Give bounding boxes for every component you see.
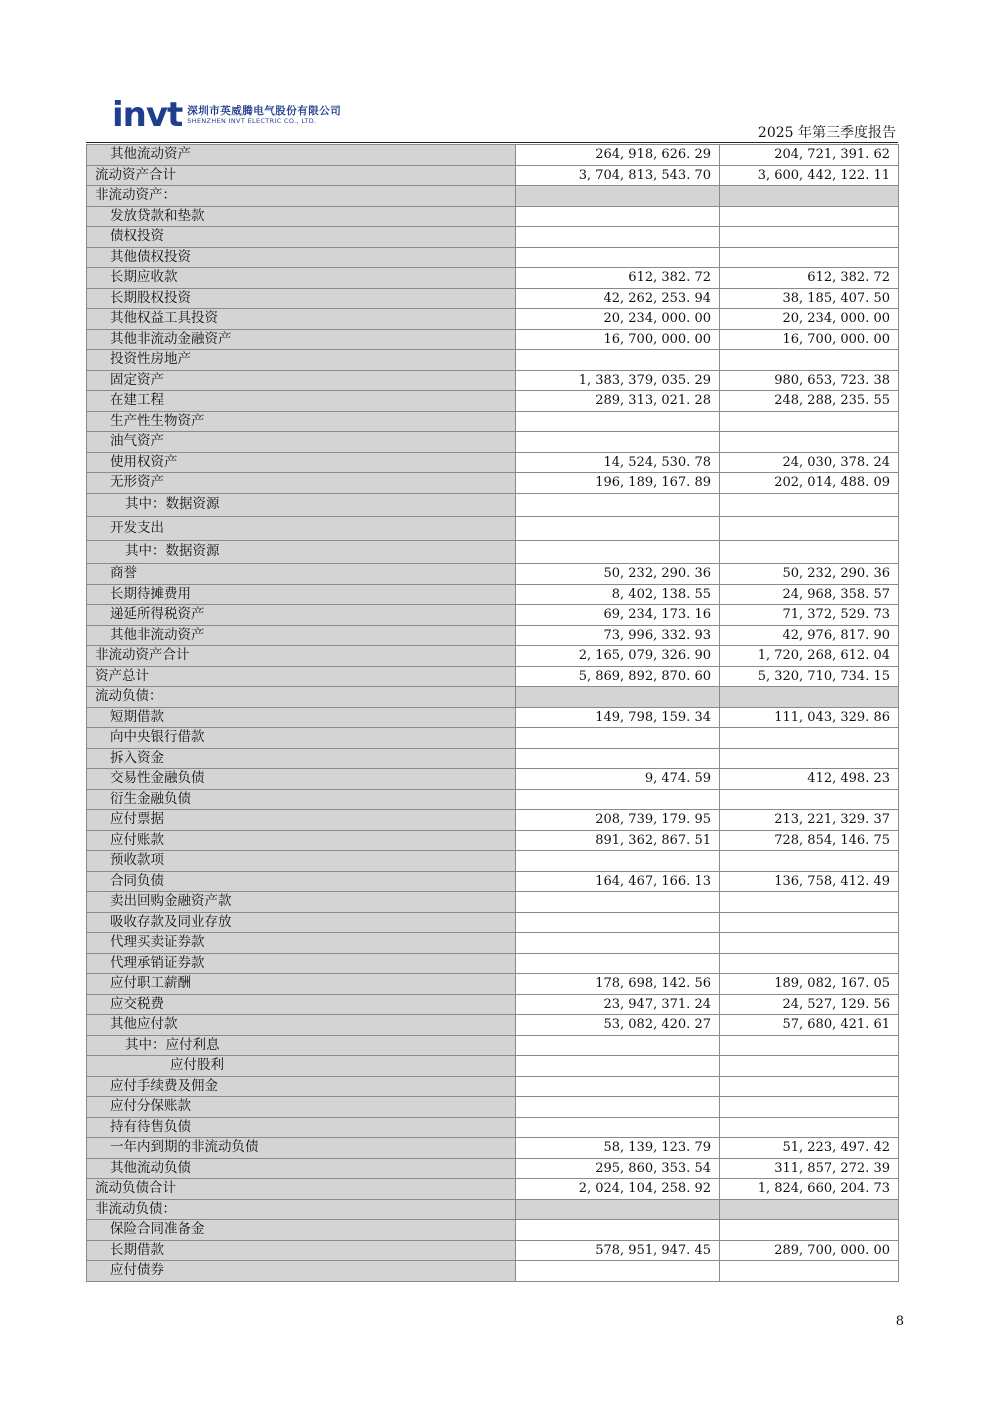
prior-period-value [720, 953, 899, 974]
row-label: 一年内到期的非流动负债 [87, 1138, 516, 1159]
current-period-value [516, 728, 720, 749]
current-period-value [516, 517, 720, 541]
prior-period-value: 213, 221, 329. 37 [720, 810, 899, 831]
row-label: 其他非流动金融资产 [87, 329, 516, 350]
prior-period-value: 728, 854, 146. 75 [720, 830, 899, 851]
table-row [87, 769, 899, 790]
table-row [87, 370, 899, 391]
current-period-value: 2, 165, 079, 326. 90 [516, 646, 720, 667]
table-row [87, 953, 899, 974]
current-period-value: 50, 232, 290. 36 [516, 564, 720, 585]
company-name-en: SHENZHEN INVT ELECTRIC CO., LTD. [187, 117, 317, 125]
row-label: 交易性金融负债 [87, 769, 516, 790]
current-period-value: 16, 700, 000. 00 [516, 329, 720, 350]
table-row [87, 268, 899, 289]
table-row [87, 452, 899, 473]
prior-period-value [720, 789, 899, 810]
current-period-value: 5, 869, 892, 870. 60 [516, 666, 720, 687]
current-period-value: 578, 951, 947. 45 [516, 1240, 720, 1261]
row-label: 非流动资产： [87, 186, 516, 207]
row-label: 代理买卖证券款 [87, 933, 516, 954]
table-row [87, 1220, 899, 1241]
table-row [87, 493, 899, 517]
table-row [87, 206, 899, 227]
row-label: 发放贷款和垫款 [87, 206, 516, 227]
table-row [87, 748, 899, 769]
current-period-value: 295, 860, 353. 54 [516, 1158, 720, 1179]
table-row [87, 186, 899, 207]
current-period-value [516, 1117, 720, 1138]
table-row [87, 1035, 899, 1056]
prior-period-value: 57, 680, 421. 61 [720, 1015, 899, 1036]
current-period-value: 149, 798, 159. 34 [516, 707, 720, 728]
prior-period-value [720, 186, 899, 207]
row-label: 吸收存款及同业存放 [87, 912, 516, 933]
prior-period-value [720, 411, 899, 432]
table-row [87, 145, 899, 166]
table-row [87, 329, 899, 350]
row-label: 衍生金融负债 [87, 789, 516, 810]
prior-period-value [720, 227, 899, 248]
row-label: 非流动资产合计 [87, 646, 516, 667]
table-row [87, 912, 899, 933]
row-label: 长期借款 [87, 1240, 516, 1261]
company-name-block [187, 105, 341, 125]
prior-period-value: 51, 223, 497. 42 [720, 1138, 899, 1159]
current-period-value: 20, 234, 000. 00 [516, 309, 720, 330]
table-row [87, 584, 899, 605]
page-number: 8 [895, 1314, 904, 1329]
row-label: 其中：数据资源 [87, 493, 516, 517]
prior-period-value: 20, 234, 000. 00 [720, 309, 899, 330]
prior-period-value [720, 517, 899, 541]
current-period-value: 891, 362, 867. 51 [516, 830, 720, 851]
prior-period-value [720, 1076, 899, 1097]
current-period-value [516, 350, 720, 371]
report-title: 2025 年第三季度报告 [757, 125, 896, 141]
current-period-value: 2, 024, 104, 258. 92 [516, 1179, 720, 1200]
table-row [87, 165, 899, 186]
prior-period-value: 189, 082, 167. 05 [720, 974, 899, 995]
table-row [87, 1179, 899, 1200]
row-label: 生产性生物资产 [87, 411, 516, 432]
table-row [87, 933, 899, 954]
row-label: 保险合同准备金 [87, 1220, 516, 1241]
prior-period-value: 5, 320, 710, 734. 15 [720, 666, 899, 687]
balance-sheet-body [87, 145, 899, 1282]
current-period-value [516, 1261, 720, 1282]
row-label: 递延所得税资产 [87, 605, 516, 626]
current-period-value [516, 1220, 720, 1241]
current-period-value [516, 227, 720, 248]
row-label: 应付职工薪酬 [87, 974, 516, 995]
table-row [87, 1015, 899, 1036]
prior-period-value [720, 493, 899, 517]
table-row [87, 605, 899, 626]
prior-period-value [720, 1035, 899, 1056]
table-row [87, 994, 899, 1015]
prior-period-value: 38, 185, 407. 50 [720, 288, 899, 309]
current-period-value [516, 748, 720, 769]
prior-period-value [720, 350, 899, 371]
current-period-value: 69, 234, 173. 16 [516, 605, 720, 626]
balance-sheet-table [86, 144, 899, 1282]
table-row [87, 892, 899, 913]
current-period-value [516, 247, 720, 268]
row-label: 商誉 [87, 564, 516, 585]
prior-period-value: 980, 653, 723. 38 [720, 370, 899, 391]
current-period-value [516, 933, 720, 954]
prior-period-value [720, 892, 899, 913]
row-label: 其中：数据资源 [87, 540, 516, 564]
row-label: 债权投资 [87, 227, 516, 248]
current-period-value: 612, 382. 72 [516, 268, 720, 289]
table-row [87, 1158, 899, 1179]
current-period-value: 23, 947, 371. 24 [516, 994, 720, 1015]
current-period-value [516, 1035, 720, 1056]
table-row [87, 391, 899, 412]
prior-period-value [720, 1097, 899, 1118]
current-period-value [516, 789, 720, 810]
prior-period-value: 42, 976, 817. 90 [720, 625, 899, 646]
current-period-value [516, 206, 720, 227]
row-label: 其他权益工具投资 [87, 309, 516, 330]
current-period-value: 178, 698, 142. 56 [516, 974, 720, 995]
row-label: 向中央银行借款 [87, 728, 516, 749]
row-label: 应付债券 [87, 1261, 516, 1282]
current-period-value [516, 540, 720, 564]
prior-period-value: 204, 721, 391. 62 [720, 145, 899, 166]
header-divider [86, 142, 898, 143]
prior-period-value: 24, 527, 129. 56 [720, 994, 899, 1015]
row-label: 长期股权投资 [87, 288, 516, 309]
table-row [87, 288, 899, 309]
row-label: 拆入资金 [87, 748, 516, 769]
row-label: 应付账款 [87, 830, 516, 851]
table-row [87, 1138, 899, 1159]
table-row [87, 1199, 899, 1220]
table-row [87, 974, 899, 995]
table-row [87, 1097, 899, 1118]
current-period-value: 58, 139, 123. 79 [516, 1138, 720, 1159]
current-period-value: 8, 402, 138. 55 [516, 584, 720, 605]
prior-period-value: 3, 600, 442, 122. 11 [720, 165, 899, 186]
prior-period-value: 412, 498. 23 [720, 769, 899, 790]
row-label: 非流动负债： [87, 1199, 516, 1220]
row-label: 长期应收款 [87, 268, 516, 289]
current-period-value [516, 892, 720, 913]
current-period-value [516, 1199, 720, 1220]
table-row [87, 227, 899, 248]
row-label: 持有待售负债 [87, 1117, 516, 1138]
table-row [87, 830, 899, 851]
table-row [87, 1261, 899, 1282]
row-label: 流动负债： [87, 687, 516, 708]
table-row [87, 728, 899, 749]
table-row [87, 666, 899, 687]
row-label: 代理承销证券款 [87, 953, 516, 974]
current-period-value [516, 851, 720, 872]
current-period-value [516, 1097, 720, 1118]
prior-period-value: 612, 382. 72 [720, 268, 899, 289]
table-row [87, 247, 899, 268]
prior-period-value [720, 728, 899, 749]
prior-period-value [720, 206, 899, 227]
table-row [87, 871, 899, 892]
row-label: 其中：应付利息 [87, 1035, 516, 1056]
table-row [87, 350, 899, 371]
table-row [87, 707, 899, 728]
prior-period-value: 16, 700, 000. 00 [720, 329, 899, 350]
table-row [87, 789, 899, 810]
current-period-value: 1, 383, 379, 035. 29 [516, 370, 720, 391]
current-period-value: 3, 704, 813, 543. 70 [516, 165, 720, 186]
prior-period-value [720, 247, 899, 268]
current-period-value: 289, 313, 021. 28 [516, 391, 720, 412]
company-name-cn: 深圳市英威腾电气股份有限公司 [187, 105, 342, 117]
row-label: 资产总计 [87, 666, 516, 687]
table-row [87, 810, 899, 831]
row-label: 流动负债合计 [87, 1179, 516, 1200]
row-label: 短期借款 [87, 707, 516, 728]
table-row [87, 851, 899, 872]
table-row [87, 646, 899, 667]
prior-period-value [720, 1056, 899, 1077]
row-label: 其他流动负债 [87, 1158, 516, 1179]
prior-period-value [720, 851, 899, 872]
current-period-value [516, 493, 720, 517]
table-row [87, 687, 899, 708]
current-period-value: 264, 918, 626. 29 [516, 145, 720, 166]
current-period-value [516, 1076, 720, 1097]
row-label: 合同负债 [87, 871, 516, 892]
current-period-value [516, 687, 720, 708]
row-label: 开发支出 [87, 517, 516, 541]
table-row [87, 540, 899, 564]
prior-period-value: 50, 232, 290. 36 [720, 564, 899, 585]
current-period-value: 73, 996, 332. 93 [516, 625, 720, 646]
prior-period-value: 311, 857, 272. 39 [720, 1158, 899, 1179]
row-label: 应付手续费及佣金 [87, 1076, 516, 1097]
prior-period-value: 24, 030, 378. 24 [720, 452, 899, 473]
table-row [87, 1056, 899, 1077]
invt-logo-icon: invt [112, 95, 183, 135]
table-row [87, 1240, 899, 1261]
company-logo [112, 95, 342, 135]
current-period-value [516, 411, 720, 432]
prior-period-value: 24, 968, 358. 57 [720, 584, 899, 605]
prior-period-value [720, 1117, 899, 1138]
prior-period-value: 111, 043, 329. 86 [720, 707, 899, 728]
prior-period-value: 248, 288, 235. 55 [720, 391, 899, 412]
row-label: 油气资产 [87, 432, 516, 453]
prior-period-value: 1, 824, 660, 204. 73 [720, 1179, 899, 1200]
prior-period-value [720, 1220, 899, 1241]
row-label: 应交税费 [87, 994, 516, 1015]
table-row [87, 432, 899, 453]
row-label: 流动资产合计 [87, 165, 516, 186]
current-period-value: 208, 739, 179. 95 [516, 810, 720, 831]
current-period-value: 42, 262, 253. 94 [516, 288, 720, 309]
current-period-value: 9, 474. 59 [516, 769, 720, 790]
row-label: 应付分保账款 [87, 1097, 516, 1118]
prior-period-value [720, 912, 899, 933]
row-label: 固定资产 [87, 370, 516, 391]
row-label: 其他非流动资产 [87, 625, 516, 646]
prior-period-value [720, 432, 899, 453]
current-period-value [516, 1056, 720, 1077]
row-label: 投资性房地产 [87, 350, 516, 371]
row-label: 其他应付款 [87, 1015, 516, 1036]
table-row [87, 411, 899, 432]
current-period-value [516, 432, 720, 453]
prior-period-value: 289, 700, 000. 00 [720, 1240, 899, 1261]
current-period-value: 14, 524, 530. 78 [516, 452, 720, 473]
current-period-value [516, 186, 720, 207]
table-row [87, 1117, 899, 1138]
prior-period-value: 136, 758, 412. 49 [720, 871, 899, 892]
table-row [87, 625, 899, 646]
prior-period-value [720, 1261, 899, 1282]
row-label: 预收款项 [87, 851, 516, 872]
row-label: 卖出回购金融资产款 [87, 892, 516, 913]
prior-period-value [720, 687, 899, 708]
prior-period-value [720, 1199, 899, 1220]
row-label: 应付票据 [87, 810, 516, 831]
current-period-value: 196, 189, 167. 89 [516, 473, 720, 494]
prior-period-value: 202, 014, 488. 09 [720, 473, 899, 494]
table-row [87, 473, 899, 494]
table-row [87, 309, 899, 330]
prior-period-value [720, 933, 899, 954]
current-period-value: 164, 467, 166. 13 [516, 871, 720, 892]
current-period-value [516, 912, 720, 933]
current-period-value: 53, 082, 420. 27 [516, 1015, 720, 1036]
table-row [87, 1076, 899, 1097]
page-header [86, 95, 898, 142]
row-label: 长期待摊费用 [87, 584, 516, 605]
row-label: 其他债权投资 [87, 247, 516, 268]
row-label: 无形资产 [87, 473, 516, 494]
prior-period-value [720, 540, 899, 564]
row-label: 应付股利 [87, 1056, 516, 1077]
prior-period-value [720, 748, 899, 769]
row-label: 其他流动资产 [87, 145, 516, 166]
current-period-value [516, 953, 720, 974]
prior-period-value: 71, 372, 529. 73 [720, 605, 899, 626]
table-row [87, 517, 899, 541]
row-label: 使用权资产 [87, 452, 516, 473]
table-row [87, 564, 899, 585]
row-label: 在建工程 [87, 391, 516, 412]
prior-period-value: 1, 720, 268, 612. 04 [720, 646, 899, 667]
